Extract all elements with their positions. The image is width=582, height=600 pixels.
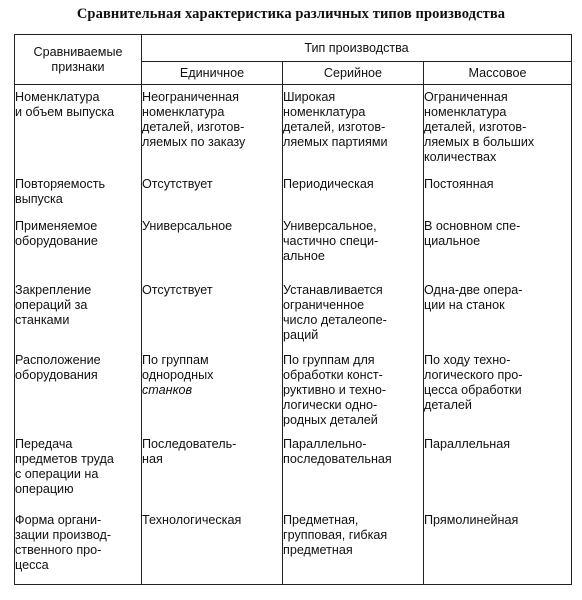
serial-cell	[283, 508, 424, 585]
cell-text-line: руктивно и техно-	[283, 383, 387, 397]
cell-text-line: обработки конст-	[283, 368, 383, 382]
comparison-table	[14, 34, 572, 585]
cell-text-line: групповая, гибкая	[283, 528, 388, 542]
mass-cell	[424, 85, 572, 173]
cell-text-line: зации производ-	[15, 528, 112, 542]
criterion-cell	[15, 508, 142, 585]
type-header-single: Единичное	[142, 62, 283, 85]
mass-cell	[424, 432, 572, 508]
cell-text-line: По группам для	[283, 353, 375, 367]
cell-text-line: ная	[142, 452, 163, 466]
cell-text-line: операций за	[15, 298, 88, 312]
cell-text-line: Ограниченная	[424, 90, 508, 104]
cell-text-line: циальное	[424, 234, 481, 248]
single-cell	[142, 214, 283, 278]
table-row	[15, 214, 572, 278]
mass-cell	[424, 172, 572, 214]
cell-text-line: последовательная	[283, 452, 392, 466]
table-row	[15, 85, 572, 173]
cell-text-line: с операции на	[15, 467, 99, 481]
cell-text-line: деталей	[424, 398, 472, 412]
serial-cell	[283, 278, 424, 348]
single-cell	[142, 348, 283, 432]
cell-text-line: Постоянная	[424, 177, 494, 191]
mass-cell	[424, 214, 572, 278]
cell-text-line: Универсальное,	[283, 219, 377, 233]
mass-cell	[424, 348, 572, 432]
cell-text-line: оборудование	[15, 234, 98, 248]
cell-text-line: предметов труда	[15, 452, 114, 466]
table-row	[15, 508, 572, 585]
cell-text-line: Передача	[15, 437, 73, 451]
criteria-header-line: Сравниваемые	[33, 44, 123, 59]
cell-text-line: выпуска	[15, 192, 63, 206]
criteria-header-line: признаки	[51, 59, 105, 74]
serial-cell	[283, 214, 424, 278]
serial-cell	[283, 85, 424, 173]
cell-text-line: количествах	[424, 150, 497, 164]
cell-text-line: Прямолинейная	[424, 513, 519, 527]
cell-text-line: Технологическая	[142, 513, 242, 527]
cell-text-line: число деталеопе-	[283, 313, 387, 327]
cell-text-line: В основном спе-	[424, 219, 521, 233]
cell-text-line: Последователь-	[142, 437, 237, 451]
cell-text-line: Форма органи-	[15, 513, 102, 527]
table-row	[15, 348, 572, 432]
cell-text-line: ственного про-	[15, 543, 102, 557]
serial-cell	[283, 172, 424, 214]
cell-text-line: ции на станок	[424, 298, 505, 312]
table-row	[15, 432, 572, 508]
type-header-serial: Серийное	[283, 62, 424, 85]
cell-text-line: номенклатура	[424, 105, 507, 119]
cell-text-line: Неограниченная	[142, 90, 239, 104]
table-row	[15, 172, 572, 214]
cell-text-line: Одна-две опера-	[424, 283, 523, 297]
cell-text-line: деталей, изготов-	[142, 120, 245, 134]
cell-text-line: Универсальное	[142, 219, 233, 233]
cell-text-line: логически одно-	[283, 398, 378, 412]
cell-text-line: Широкая	[283, 90, 336, 104]
cell-text-line: Предметная,	[283, 513, 359, 527]
single-cell	[142, 432, 283, 508]
cell-text-line: оборудования	[15, 368, 98, 382]
single-cell	[142, 508, 283, 585]
cell-text-line: Повторяемость	[15, 177, 106, 191]
cell-text-line: цесса обработки	[424, 383, 522, 397]
cell-text-line: Отсутствует	[142, 283, 213, 297]
cell-text-line: Устанавливается	[283, 283, 383, 297]
cell-text-line: родных деталей	[283, 413, 378, 427]
mass-cell	[424, 278, 572, 348]
serial-cell	[283, 432, 424, 508]
cell-text-line: предметная	[283, 543, 353, 557]
cell-text-line: раций	[283, 328, 319, 342]
cell-text-line: Закрепление	[15, 283, 92, 297]
cell-text-line: операцию	[15, 482, 74, 496]
cell-text-line: деталей, изготов-	[283, 120, 386, 134]
table-row	[15, 278, 572, 348]
cell-text-line: Отсутствует	[142, 177, 213, 191]
criterion-cell	[15, 85, 142, 173]
criterion-cell	[15, 278, 142, 348]
cell-text-line: По ходу техно-	[424, 353, 511, 367]
cell-text-line: Параллельно-	[283, 437, 367, 451]
cell-text-line: Применяемое	[15, 219, 98, 233]
cell-text-line: однородных	[142, 368, 214, 382]
cell-text-line: цесса	[15, 558, 49, 572]
cell-text-line: станков	[142, 383, 193, 397]
cell-text-line: Периодическая	[283, 177, 374, 191]
criterion-cell	[15, 348, 142, 432]
single-cell	[142, 278, 283, 348]
criteria-header	[15, 35, 142, 85]
criterion-cell	[15, 432, 142, 508]
criterion-cell	[15, 172, 142, 214]
cell-text-line: логического про-	[424, 368, 523, 382]
cell-text-line: номенклатура	[142, 105, 225, 119]
cell-text-line: ляемых по заказу	[142, 135, 246, 149]
cell-text-line: частично специ-	[283, 234, 379, 248]
single-cell	[142, 85, 283, 173]
cell-text-line: По группам	[142, 353, 209, 367]
cell-text-line: ляемых в больших	[424, 135, 535, 149]
single-cell	[142, 172, 283, 214]
type-header-mass: Массовое	[424, 62, 572, 85]
cell-text-line: альное	[283, 249, 325, 263]
cell-text-line: номенклатура	[283, 105, 366, 119]
mass-cell	[424, 508, 572, 585]
cell-text-line: деталей, изготов-	[424, 120, 527, 134]
cell-text-line: станками	[15, 313, 70, 327]
criterion-cell	[15, 214, 142, 278]
cell-text-line: Параллельная	[424, 437, 511, 451]
table-title: Сравнительная характеристика различных типов производства	[76, 6, 506, 22]
cell-text-line: Номенклатура	[15, 90, 100, 104]
production-type-header: Тип производства	[142, 35, 572, 62]
cell-text-line: ограниченное	[283, 298, 365, 312]
serial-cell	[283, 348, 424, 432]
cell-text-line: и объем выпуска	[15, 105, 115, 119]
cell-text-line: ляемых партиями	[283, 135, 388, 149]
cell-text-line: Расположение	[15, 353, 101, 367]
